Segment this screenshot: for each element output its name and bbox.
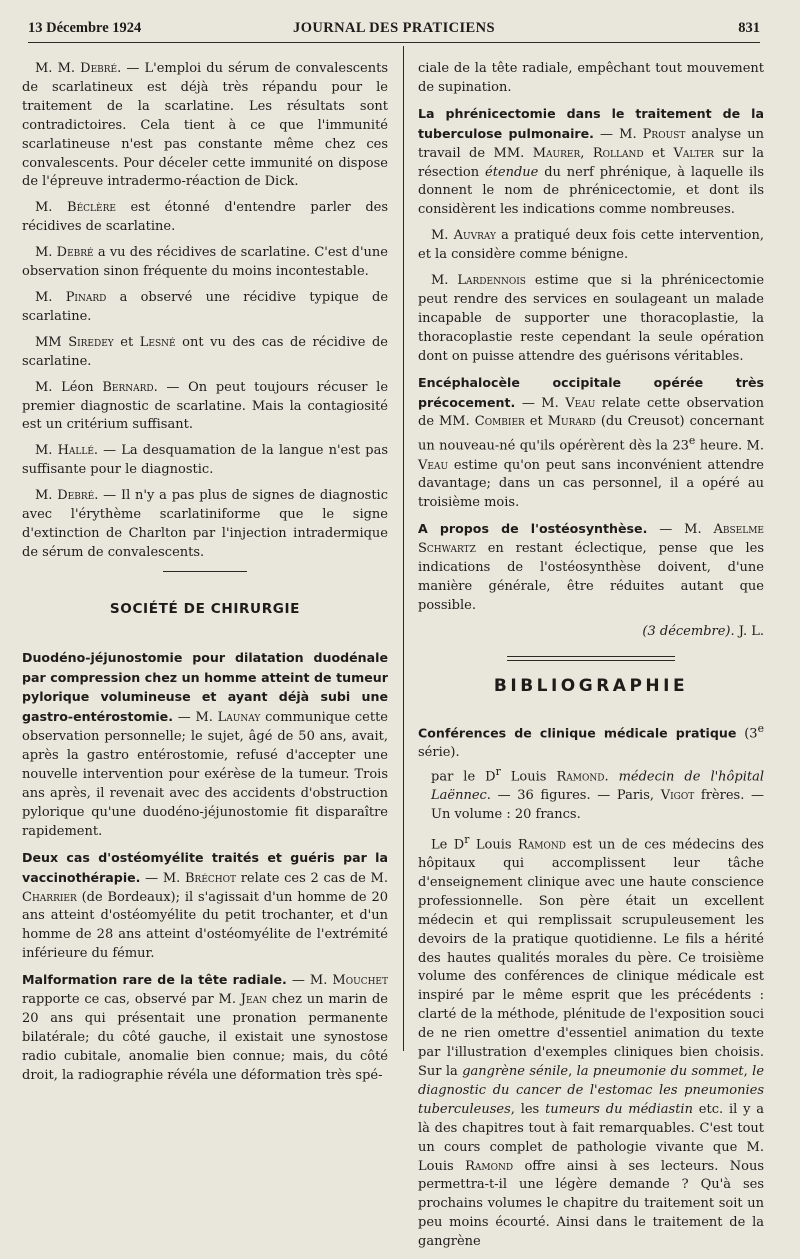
review-text: , les [510,1101,546,1117]
superscript: e [688,434,696,448]
prefix: — M. [140,870,185,886]
article-heading: Duodéno-jéjunostomie pour dilatation duodénale par compression chez un homme atteint de tumeur pylorique volumineuse et ayant déjà subi une gastro-entérostomie. [22,649,388,725]
paragraph-bernard [22,379,388,436]
speaker-name: M. Debré. [57,61,122,76]
speaker-name: Charrier [22,889,77,905]
paragraph-text: chez un marin de 20 ans qui présentait une pronation permanente bilatérale; du côté gauche, il existait une synostose radio cubitale, anomalie bien connue; mais, du côté droit, la radiographie révéla une déformation très spé- [22,992,388,1083]
paragraph-text: ont vu des cas de récidive de scarlatine. [22,334,388,369]
paragraph-text: rapporte ce cas, observé par M. [22,992,241,1008]
header-rule [28,42,760,43]
paragraph-text: a pratiqué deux fois cette intervention, et la considère comme bénigne. [418,228,764,263]
prefix: — M. [172,710,218,726]
paragraph-halle [22,442,388,480]
paragraph-text: en restant éclectique, pense que les indications de l'ostéosynthèse doivent, d'une manière générale, être réduites autant que possible. [418,541,764,613]
paragraph-text: — La desquamation de la langue n'est pas suffisante pour le diagnostic. [22,443,388,478]
series: (3 [736,725,758,741]
paragraph-text: sur la résection [418,145,765,180]
page-number: 831 [738,20,760,36]
paragraph-siredey-lesne [22,334,388,372]
section-rule [163,571,247,572]
paragraph-text: (de Bordeaux); il s'agissait d'un homme de 20 ans atteint d'ostéomyélite du petit trochanter, et d'un homme de 28 ans atteint d'ostéomyélite de l'extrémité inférieure du fémur. [22,889,388,962]
author-affiliation: médecin de l'hôpital Laënnec [431,769,764,803]
paragraph-text: a observé une récidive typique de scarlatine. [22,289,389,324]
journal-title: JOURNAL DES PRATICIENS [293,20,495,36]
conjunction: et [524,414,548,430]
review-text: offre ainsi à ses lecteurs. Nous permettra-t-il une légère demande ? Qu'à ses prochains volumes le chapitre du traitement soit un peu moins écourté. Ainsi dans le traitement de la gangrène [418,1158,764,1250]
paragraph-debre-2 [22,244,388,282]
review-text: Louis [469,837,518,853]
article-encephalocele [418,374,764,514]
superscript: r [495,764,501,778]
series: série). [418,744,460,760]
speaker-name: Pinard [65,289,107,305]
paragraph-text: analyse un travail de MM. [418,126,765,161]
prefix: M. [35,245,57,261]
paragraph-lardennois [418,272,764,367]
paragraph-text: communique cette observation personnelle; le sujet, âgé de 50 ans, avait, après la gastro entérostomie, refusé d'accepter une nouvelle intervention pour exérèse de la tumeur. Trois ans après, il revenait avec des accidents d'obstruction pylorique qu'une duodéno-jéjunostomie fit disparaître rapidement. [22,710,389,839]
prefix: M. Léon [35,379,103,395]
speaker-name: Rolland [592,145,644,161]
paragraph-text: (du Creusot) concernant un nouveau-né qu'ils opérèrent dès la 23 [418,414,764,454]
issue-date: 13 Décembre 1924 [28,20,142,36]
signature-date: (3 décembre) [642,623,731,639]
paragraph-pinard [22,289,388,327]
prefix: — M. [593,126,643,142]
paragraph-debre-1: M. M. Debré. — L'emploi du sérum de convalescents de scarlatineux est déjà très répandu pour le traitement de la scarlatine. Les résultats sont contradictoires. Cela tient à ce que l'immunité scarlatineuse n'est pas constante même chez ces convalescents. Pour déceler cette immunité on dispose de l'épreuve intradermo-réaction de Dick. [22,61,388,190]
article-heading: A propos de l'ostéosynthèse. [418,521,648,537]
publisher-name: Vigot [660,787,695,803]
article-duodeno [22,649,388,842]
italic-term: le diagnostic du cancer de l'estomac les pneumonies tuberculeuses [418,1064,765,1117]
book-details [418,763,764,825]
bibliography-title: BIBLIOGRAPHIE [493,675,689,696]
article-phrenicectomie [418,105,764,220]
ref-text: par le D [431,769,496,785]
continued-text: ciale de la tête radiale, empêchant tout mouvement de supination. [418,61,764,95]
prefix: M. [35,443,58,459]
book-reference [418,720,764,825]
paragraph-beclere [22,199,388,237]
article-heading: Deux cas d'ostéomyélite traités et guéris par la vaccinothérapie. [22,849,388,885]
section-double-rule [507,656,675,661]
speaker-name: Valter [673,145,714,161]
paragraph-text: estime qu'on peut sans inconvénient attendre davantage; dans un cas personnel, il a opéré au troisième mois. [418,457,764,511]
prefix: — M. [515,395,566,411]
prefix: M. [35,200,68,216]
right-column [418,60,764,1259]
author-name: Ramond [518,837,566,853]
page-header [28,20,760,42]
book-review [418,831,764,1252]
signature-initials: . J. L. [730,623,764,639]
paragraph-text: a vu des récidives de scarlatine. C'est d'une observation sinon fréquente du moins incontestable. [22,245,388,280]
italic-term: tumeurs du médiastin [545,1101,693,1117]
speaker-name: Abselme Schwartz [418,522,764,557]
paragraph-auvray [418,227,764,265]
speaker-name: Veau [565,395,596,411]
paragraph-text: estime que si la phrénicectomie peut rendre des services en soulageant un malade incapable de supporter une thoracoplastie, la thoracoplastie reste cependant la seule opération dont on puisse attendre des guérisons véritables. [418,273,765,364]
ref-text: Louis [500,769,557,785]
punctuation: , [568,1064,577,1079]
paragraph-text: — L'emploi du sérum de convalescents de scarlatineux est déjà très répandu pour le traitement de la scarlatine. Les résultats sont contradictoires. Cela tient à ce que l'immunité scarlatineuse n'est pas constante même chez ces convalescents. Pour déceler cette immunité on dispose de l'épreuve intradermo-réaction de Dick. [22,61,388,190]
speaker-name: Lesné [139,334,176,350]
paragraph-text: — Il n'y a pas plus de signes de diagnostic avec l'érythème scarlatiniforme que le signe d'extinction de Charlton par l'injection intradermique de sérum de convalescents. [22,488,388,560]
speaker-name: Béclère [67,200,116,216]
paragraph-text: relate ces 2 cas de M. [236,870,388,886]
speaker-name: Siredey [68,334,114,350]
book-title: Conférences de clinique médicale pratique [418,724,737,740]
speaker-name: Bréchot [185,870,237,886]
superscript: e [757,721,764,735]
article-heading: La phrénicectomie dans le traitement de la tuberculose pulmonaire. [418,105,764,141]
review-text: est un de ces médecins des hôpitaux qui accomplissent leur tâche d'enseignement clinique avec une haute conscience professionnelle. Son père était un excellent médecin et qui remplissait scrupuleusement les devoirs de la pratique quotidienne. Le fils a hérité des hautes qualités morales du père. Ce troisième volume des conférences de clinique médicale est inspiré par le même esprit que les précédents : clarté de la méthode, plénitude de l'exposition souci de ne rien omettre d'essentiel animation du texte par l'illustration d'exemples cliniques bien choisis. Sur la [418,837,764,1079]
article-heading: Malformation rare de la tête radiale. [22,972,287,988]
prefix: — M. [647,522,714,538]
punctuation: , [580,145,593,161]
italic-term: étendue [485,164,539,180]
paragraph-text: heure. M. [695,438,764,454]
review-text: Le D [431,837,465,853]
prefix: MM [35,334,69,350]
conjunction: et [113,334,140,350]
speaker-name: Veau [418,457,449,473]
punctuation: , [743,1064,753,1079]
paragraph-text: est étonné d'entendre parler des récidives de scarlatine. [22,200,389,235]
speaker-name: Maurer [532,145,581,161]
article-heading: Encéphalocèle occipitale opérée très précocement. [418,374,764,410]
speaker-name: Murard [547,414,596,430]
prefix: M. [431,228,454,244]
italic-term: la pneumonie du sommet [576,1064,744,1079]
review-text: etc. il y a là des chapitres tout à fait remarquables. C'est tout un cours complet de pathologie vivante que M. Louis [418,1101,765,1174]
speaker-name: Combier [474,414,525,430]
author-name: Ramond [556,769,605,785]
ref-text: . [604,769,619,785]
article-tete-radiale [22,971,388,1085]
paragraph-debre-3 [22,487,388,563]
speaker-name: Auvray [453,228,496,244]
speaker-name: Proust [642,126,686,142]
speaker-name: Debré. [57,488,99,504]
speaker-name: Debré [56,245,94,261]
prefix: M. [35,289,66,305]
left-column [22,60,388,1093]
ref-text: frères. — Un volume : 20 francs. [431,787,764,822]
article-osteomyelite [22,849,388,964]
speaker-name: Mouchet [332,973,389,989]
speaker-name: Launay [217,710,261,726]
speaker-name: Lardennois [457,273,526,289]
speaker-name: Jean [240,992,267,1008]
section-title: SOCIÉTÉ DE CHIRURGIE [109,600,301,617]
italic-term: gangrène sénile [462,1064,569,1079]
speaker-name: Bernard. [102,379,158,395]
paragraph-text: — On peut toujours récuser le premier diagnostic de scarlatine. Mais la contagiosité est un critérium suffisant. [22,379,389,433]
speaker-name: Hallé. [57,443,99,459]
signature [418,623,764,642]
paragraph-text: relate cette observation de MM. [418,395,764,430]
conjunction: et [643,145,674,161]
prefix: M. [35,488,58,504]
prefix: M. [431,273,458,289]
author-name: Ramond [465,1158,514,1174]
superscript: r [464,832,470,846]
ref-text: . — 36 figures. — Paris, [486,787,661,803]
paragraph-text: du nerf phrénique, à laquelle ils donnent le nom de phrénicectomie, et dont ils considèrent les indications comme nombreuses. [418,164,764,218]
column-divider [403,46,404,1051]
article-osteosynthese [418,520,764,616]
prefix: — M. [286,973,333,989]
